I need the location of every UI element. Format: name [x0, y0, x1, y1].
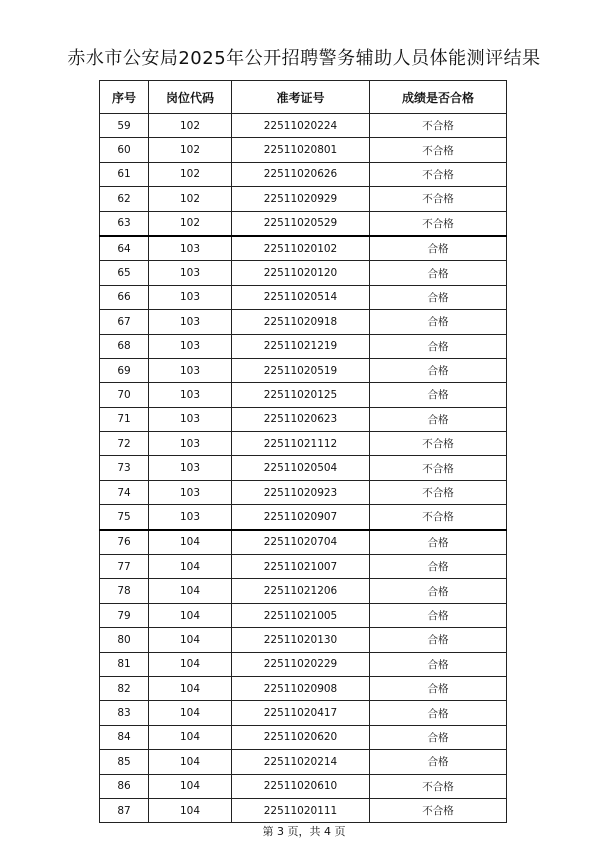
cell-index: 81 [100, 652, 149, 676]
cell-index: 59 [100, 114, 149, 138]
table-row [100, 407, 507, 431]
cell-pass-result: 不合格 [370, 480, 507, 504]
cell-pass-result: 不合格 [370, 187, 507, 211]
cell-index: 64 [100, 236, 149, 261]
table-row [100, 530, 507, 555]
cell-pass-result: 合格 [370, 701, 507, 725]
header-post-code: 岗位代码 [149, 81, 232, 114]
cell-pass-result: 不合格 [370, 774, 507, 798]
cell-index: 86 [100, 774, 149, 798]
cell-post-code: 104 [149, 530, 232, 555]
cell-ticket-number: 22511020519 [232, 358, 370, 382]
cell-ticket-number: 22511020229 [232, 652, 370, 676]
cell-index: 60 [100, 138, 149, 162]
cell-post-code: 103 [149, 432, 232, 456]
cell-ticket-number: 22511020529 [232, 211, 370, 236]
cell-pass-result: 合格 [370, 725, 507, 749]
cell-index: 69 [100, 358, 149, 382]
table-row [100, 480, 507, 504]
cell-index: 74 [100, 480, 149, 504]
header-pass-result: 成绩是否合格 [370, 81, 507, 114]
table-row [100, 383, 507, 407]
cell-post-code: 104 [149, 774, 232, 798]
table-row [100, 114, 507, 138]
cell-index: 62 [100, 187, 149, 211]
cell-pass-result: 合格 [370, 750, 507, 774]
cell-ticket-number: 22511020130 [232, 628, 370, 652]
cell-index: 79 [100, 603, 149, 627]
cell-ticket-number: 22511021219 [232, 334, 370, 358]
cell-post-code: 104 [149, 676, 232, 700]
table-row [100, 310, 507, 334]
cell-pass-result: 合格 [370, 358, 507, 382]
table-row [100, 261, 507, 285]
cell-pass-result: 合格 [370, 236, 507, 261]
table-row [100, 603, 507, 627]
cell-pass-result: 不合格 [370, 432, 507, 456]
table-row [100, 798, 507, 822]
table-row [100, 555, 507, 579]
table-row [100, 285, 507, 309]
cell-pass-result: 不合格 [370, 456, 507, 480]
cell-post-code: 103 [149, 285, 232, 309]
cell-ticket-number: 22511020224 [232, 114, 370, 138]
cell-index: 76 [100, 530, 149, 555]
cell-pass-result: 合格 [370, 530, 507, 555]
cell-ticket-number: 22511020801 [232, 138, 370, 162]
cell-post-code: 104 [149, 628, 232, 652]
table-row [100, 162, 507, 186]
results-table [99, 80, 507, 823]
cell-pass-result: 不合格 [370, 114, 507, 138]
cell-ticket-number: 22511020214 [232, 750, 370, 774]
cell-ticket-number: 22511020125 [232, 383, 370, 407]
cell-pass-result: 不合格 [370, 162, 507, 186]
cell-post-code: 103 [149, 261, 232, 285]
table-row [100, 579, 507, 603]
cell-ticket-number: 22511020417 [232, 701, 370, 725]
header-ticket-number: 准考证号 [232, 81, 370, 114]
cell-ticket-number: 22511021005 [232, 603, 370, 627]
table-row [100, 652, 507, 676]
cell-pass-result: 合格 [370, 383, 507, 407]
cell-ticket-number: 22511020929 [232, 187, 370, 211]
cell-ticket-number: 22511020918 [232, 310, 370, 334]
cell-ticket-number: 22511020504 [232, 456, 370, 480]
cell-post-code: 102 [149, 187, 232, 211]
cell-pass-result: 合格 [370, 579, 507, 603]
cell-index: 67 [100, 310, 149, 334]
cell-ticket-number: 22511020923 [232, 480, 370, 504]
cell-index: 84 [100, 725, 149, 749]
cell-pass-result: 合格 [370, 628, 507, 652]
cell-pass-result: 合格 [370, 676, 507, 700]
cell-post-code: 104 [149, 750, 232, 774]
page-footer: 第 3 页，共 4 页 [262, 825, 346, 838]
cell-pass-result: 合格 [370, 652, 507, 676]
table-row [100, 676, 507, 700]
cell-ticket-number: 22511020120 [232, 261, 370, 285]
cell-post-code: 103 [149, 236, 232, 261]
table-row [100, 138, 507, 162]
cell-index: 72 [100, 432, 149, 456]
cell-index: 77 [100, 555, 149, 579]
header-index: 序号 [100, 81, 149, 114]
cell-post-code: 104 [149, 798, 232, 822]
table-row [100, 236, 507, 261]
cell-index: 87 [100, 798, 149, 822]
cell-pass-result: 合格 [370, 603, 507, 627]
cell-pass-result: 合格 [370, 555, 507, 579]
cell-index: 73 [100, 456, 149, 480]
table-header-row [100, 81, 507, 114]
cell-post-code: 104 [149, 701, 232, 725]
cell-post-code: 102 [149, 114, 232, 138]
cell-post-code: 104 [149, 725, 232, 749]
cell-index: 68 [100, 334, 149, 358]
cell-index: 66 [100, 285, 149, 309]
table-row [100, 358, 507, 382]
cell-ticket-number: 22511021112 [232, 432, 370, 456]
cell-post-code: 102 [149, 211, 232, 236]
cell-pass-result: 合格 [370, 261, 507, 285]
table-row [100, 725, 507, 749]
cell-ticket-number: 22511020704 [232, 530, 370, 555]
cell-pass-result: 合格 [370, 407, 507, 431]
table-row [100, 774, 507, 798]
cell-ticket-number: 22511021007 [232, 555, 370, 579]
cell-index: 83 [100, 701, 149, 725]
cell-post-code: 103 [149, 456, 232, 480]
table-row [100, 187, 507, 211]
cell-post-code: 103 [149, 480, 232, 504]
cell-pass-result: 合格 [370, 285, 507, 309]
cell-ticket-number: 22511020623 [232, 407, 370, 431]
cell-index: 80 [100, 628, 149, 652]
table-row [100, 432, 507, 456]
cell-ticket-number: 22511020626 [232, 162, 370, 186]
cell-post-code: 103 [149, 407, 232, 431]
cell-ticket-number: 22511020111 [232, 798, 370, 822]
table-row [100, 505, 507, 530]
cell-ticket-number: 22511021206 [232, 579, 370, 603]
cell-post-code: 103 [149, 505, 232, 530]
cell-pass-result: 不合格 [370, 798, 507, 822]
cell-pass-result: 合格 [370, 334, 507, 358]
cell-pass-result: 不合格 [370, 138, 507, 162]
cell-post-code: 103 [149, 334, 232, 358]
cell-ticket-number: 22511020514 [232, 285, 370, 309]
cell-post-code: 102 [149, 138, 232, 162]
cell-ticket-number: 22511020610 [232, 774, 370, 798]
table-row [100, 628, 507, 652]
cell-index: 61 [100, 162, 149, 186]
cell-pass-result: 不合格 [370, 505, 507, 530]
cell-index: 82 [100, 676, 149, 700]
cell-index: 70 [100, 383, 149, 407]
cell-index: 63 [100, 211, 149, 236]
cell-post-code: 104 [149, 652, 232, 676]
table-row [100, 701, 507, 725]
cell-post-code: 103 [149, 358, 232, 382]
cell-post-code: 103 [149, 310, 232, 334]
cell-index: 85 [100, 750, 149, 774]
cell-post-code: 102 [149, 162, 232, 186]
cell-post-code: 104 [149, 579, 232, 603]
cell-pass-result: 不合格 [370, 211, 507, 236]
cell-index: 71 [100, 407, 149, 431]
page-title: 赤水市公安局2025年公开招聘警务辅助人员体能测评结果 [67, 48, 541, 69]
cell-index: 78 [100, 579, 149, 603]
cell-ticket-number: 22511020907 [232, 505, 370, 530]
table-row [100, 211, 507, 236]
cell-ticket-number: 22511020908 [232, 676, 370, 700]
cell-index: 75 [100, 505, 149, 530]
cell-pass-result: 合格 [370, 310, 507, 334]
cell-post-code: 104 [149, 555, 232, 579]
cell-post-code: 104 [149, 603, 232, 627]
cell-ticket-number: 22511020620 [232, 725, 370, 749]
cell-post-code: 103 [149, 383, 232, 407]
table-row [100, 750, 507, 774]
table-row [100, 456, 507, 480]
table-row [100, 334, 507, 358]
cell-index: 65 [100, 261, 149, 285]
cell-ticket-number: 22511020102 [232, 236, 370, 261]
